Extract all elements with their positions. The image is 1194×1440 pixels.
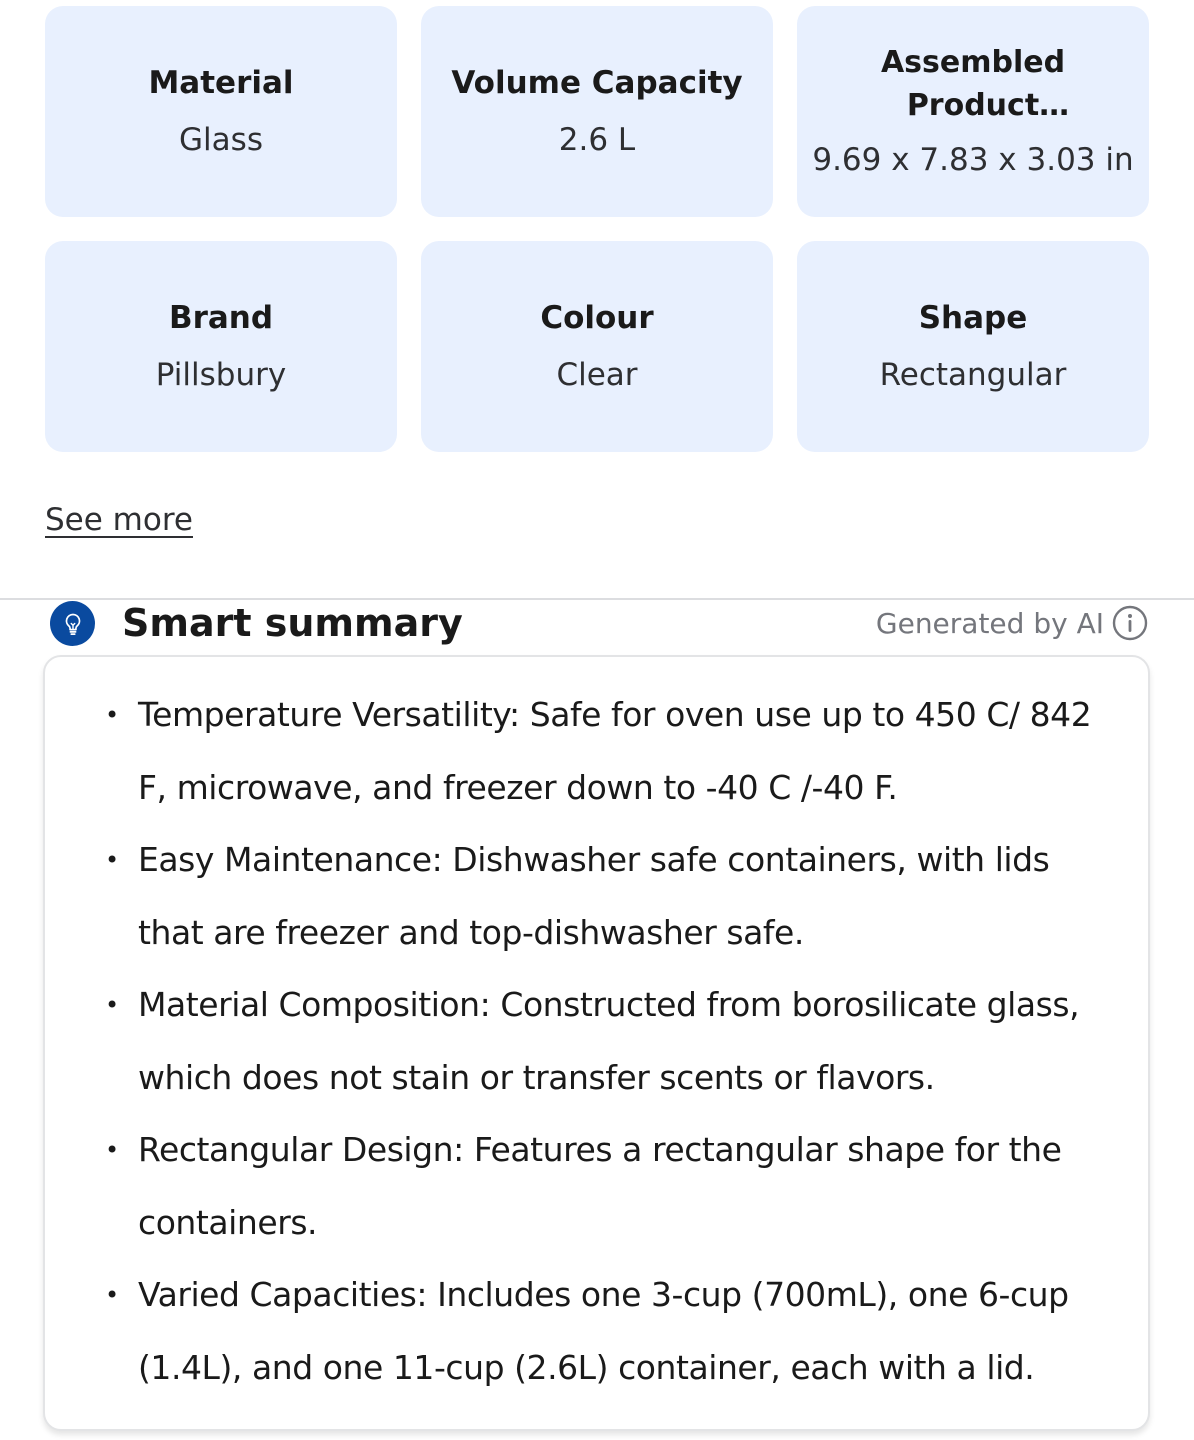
- summary-item-text: Rectangular Design: Features a rectangular shape for the containers.: [138, 1130, 1062, 1242]
- spec-value: Pillsbury: [155, 356, 287, 393]
- summary-item-text: Material Composition: Constructed from borosilicate glass, which does not stain or transfer scents or flavors.: [138, 985, 1080, 1097]
- smart-summary-title: Smart summary: [122, 601, 463, 645]
- bullet: •: [105, 846, 119, 874]
- generated-by-ai: [876, 602, 1148, 644]
- summary-item-text: Temperature Versatility: Safe for oven use up to 450 C/ 842 F, microwave, and freezer down to -40 C /-40 F.: [138, 695, 1092, 807]
- spec-label: Shape: [918, 299, 1028, 336]
- generated-by-ai-label: Generated by AI: [875, 606, 1104, 640]
- product-specs-grid: [45, 6, 1149, 452]
- spec-label: Assembled Product: [880, 45, 1066, 123]
- spec-card-material: [45, 6, 397, 217]
- smart-summary-box: [43, 655, 1150, 1431]
- list-item: [105, 1114, 1115, 1259]
- bullet: •: [105, 701, 119, 729]
- bullet: •: [105, 991, 119, 1019]
- spec-value: Clear: [556, 356, 638, 393]
- spec-card-shape: [797, 241, 1149, 452]
- spec-label: Brand: [168, 299, 274, 336]
- smart-summary-header: [50, 600, 1148, 648]
- summary-item-text: Varied Capacities: Includes one 3-cup (700mL), one 6-cup (1.4L), and one 11-cup (2.6L) container, each with a lid.: [138, 1275, 1069, 1387]
- bullet: •: [105, 1281, 119, 1309]
- spec-value: Glass: [179, 121, 263, 158]
- list-item: [105, 969, 1115, 1114]
- spec-value: Rectangular: [879, 356, 1067, 393]
- summary-list: [105, 679, 1115, 1404]
- list-item: [105, 679, 1115, 824]
- spec-label: Volume Capacity: [451, 64, 743, 101]
- list-item: [105, 1259, 1115, 1404]
- spec-card-volume-capacity: [421, 6, 773, 217]
- lightbulb-icon: [50, 601, 95, 646]
- bullet: •: [105, 1136, 119, 1164]
- see-more-link[interactable]: See more: [45, 502, 193, 538]
- list-item: [105, 824, 1115, 969]
- spec-card-dimensions: [797, 6, 1149, 217]
- spec-card-brand: [45, 241, 397, 452]
- spec-value: 9.69 x 7.83 x 3.03 in: [812, 142, 1134, 178]
- info-icon[interactable]: [1112, 605, 1148, 641]
- spec-value: 2.6 L: [558, 121, 636, 158]
- spec-label: Colour: [540, 299, 654, 336]
- spec-card-colour: [421, 241, 773, 452]
- spec-label: Material: [148, 64, 294, 101]
- summary-item-text: Easy Maintenance: Dishwasher safe containers, with lids that are freezer and top-dishwasher safe.: [138, 840, 1050, 952]
